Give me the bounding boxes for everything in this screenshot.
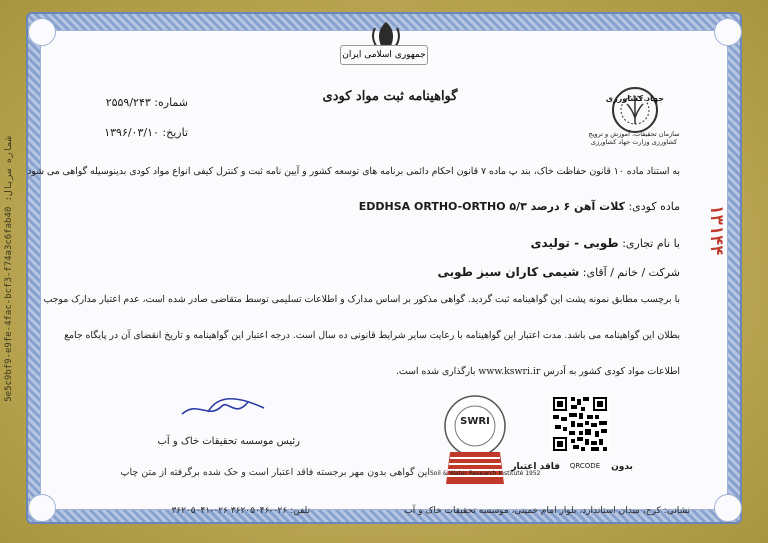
corner-scallop — [28, 18, 56, 46]
body-line-1: با برچسب مطابق نمونه پشت این گواهینامه ثبت گردید. گواهی مذکور بر اساس مدارک و اطلاعات تسلیمی توسط متقاضی صادر شده است، عدم اعتبار مدارک موجب — [43, 294, 680, 305]
trade-name-value: طوبی - تولیدی — [530, 236, 619, 250]
svg-text:SWRI: SWRI — [460, 416, 490, 427]
date-value: ۱۳۹۶/۰۳/۱۰ — [104, 126, 159, 139]
product-field — [340, 200, 680, 213]
certificate-title: گواهینامه ثبت مواد کودی — [322, 89, 458, 104]
seal-bottom-text: Soil & Water Research Institute 1952 — [430, 470, 541, 477]
logo-label: جهاد کشاورزی — [605, 94, 664, 103]
date-field — [104, 126, 188, 139]
company-label: شرکت / خانم / آقای: — [582, 266, 680, 279]
corner-scallop — [714, 18, 742, 46]
product-value: کلات آهن ۶ درصد ۵/۳ EDDHSA ORTHO-ORTHO — [358, 200, 625, 213]
number-label: شماره: — [154, 96, 188, 109]
body-line-3: اطلاعات مواد کودی کشور به آدرس www.kswri.ir بارگذاری شده است. — [395, 366, 680, 377]
corner-scallop — [28, 494, 56, 522]
trade-name-field — [470, 236, 680, 250]
corner-scallop — [714, 494, 742, 522]
red-number-text: ۱۳۱۴۴ — [706, 204, 726, 256]
signature-icon — [178, 390, 268, 426]
company-value: شیمی کاران سبز طوبی — [437, 265, 580, 279]
footer-address: نشانی: کرج، میدان استاندارد، بلوار امام خمینی، موسسه تحقیقات خاک و آب — [404, 506, 690, 516]
footer-phone: تلفن: ۰۲۶-۳۶۲۰۵۰۴۶ ۰۲۶-۳۶۲۰۵۰۴۱ — [171, 506, 310, 516]
number-field — [105, 96, 188, 109]
red-registration-number — [707, 190, 727, 280]
qr-label: QRCODE — [569, 462, 601, 470]
date-label: تاریخ: — [162, 126, 188, 139]
body-line-2: بطلان این گواهینامه می باشد. مدت اعتبار این گواهینامه با رعایت سایر شرایط قانونی ده سال است. درجه اعتبار این گواهینامه و تاریخ انقضای آن در پایگاه جامع — [64, 330, 680, 341]
signature-title: رئیس موسسه تحقیقات خاک و آب — [157, 436, 300, 447]
qr-code-icon — [551, 395, 609, 453]
trade-name-label: با نام تجاری: — [622, 237, 680, 250]
side-serial — [2, 6, 14, 536]
intro-text: به استناد ماده ۱۰ قانون حفاظت خاک، بند پ ماده ۷ قانون احکام دائمی برنامه های توسعه کشور و آیین نامه ثبت و کنترل کیفی انواع مواد کودی بدینوسیله گواهی می شود — [27, 166, 680, 177]
company-field — [430, 265, 680, 279]
logo-org-text: سازمان تحقیقات، آموزش و ترویج کشاورزی وزارت جهاد کشاورزی — [588, 130, 680, 146]
side-serial-text: 5e5c9bf9-e9fe-4fac-bcf3-f74a3c6fab40 :شماره سریال — [4, 136, 14, 402]
number-value: ۲۵۵۹/۲۴۳ — [105, 96, 151, 109]
qr-without-text: بدون — [611, 462, 633, 472]
qr-invalid-text: فاقد اعتبار — [511, 462, 560, 472]
warning-text: این گواهی بدون مهر برجسته فاقد اعتبار است و حک شده برگرفته از متن چاپ — [120, 467, 430, 478]
emblem-caption: جمهوری اسلامی ایران — [340, 45, 428, 65]
product-label: ماده کودی: — [628, 200, 680, 213]
